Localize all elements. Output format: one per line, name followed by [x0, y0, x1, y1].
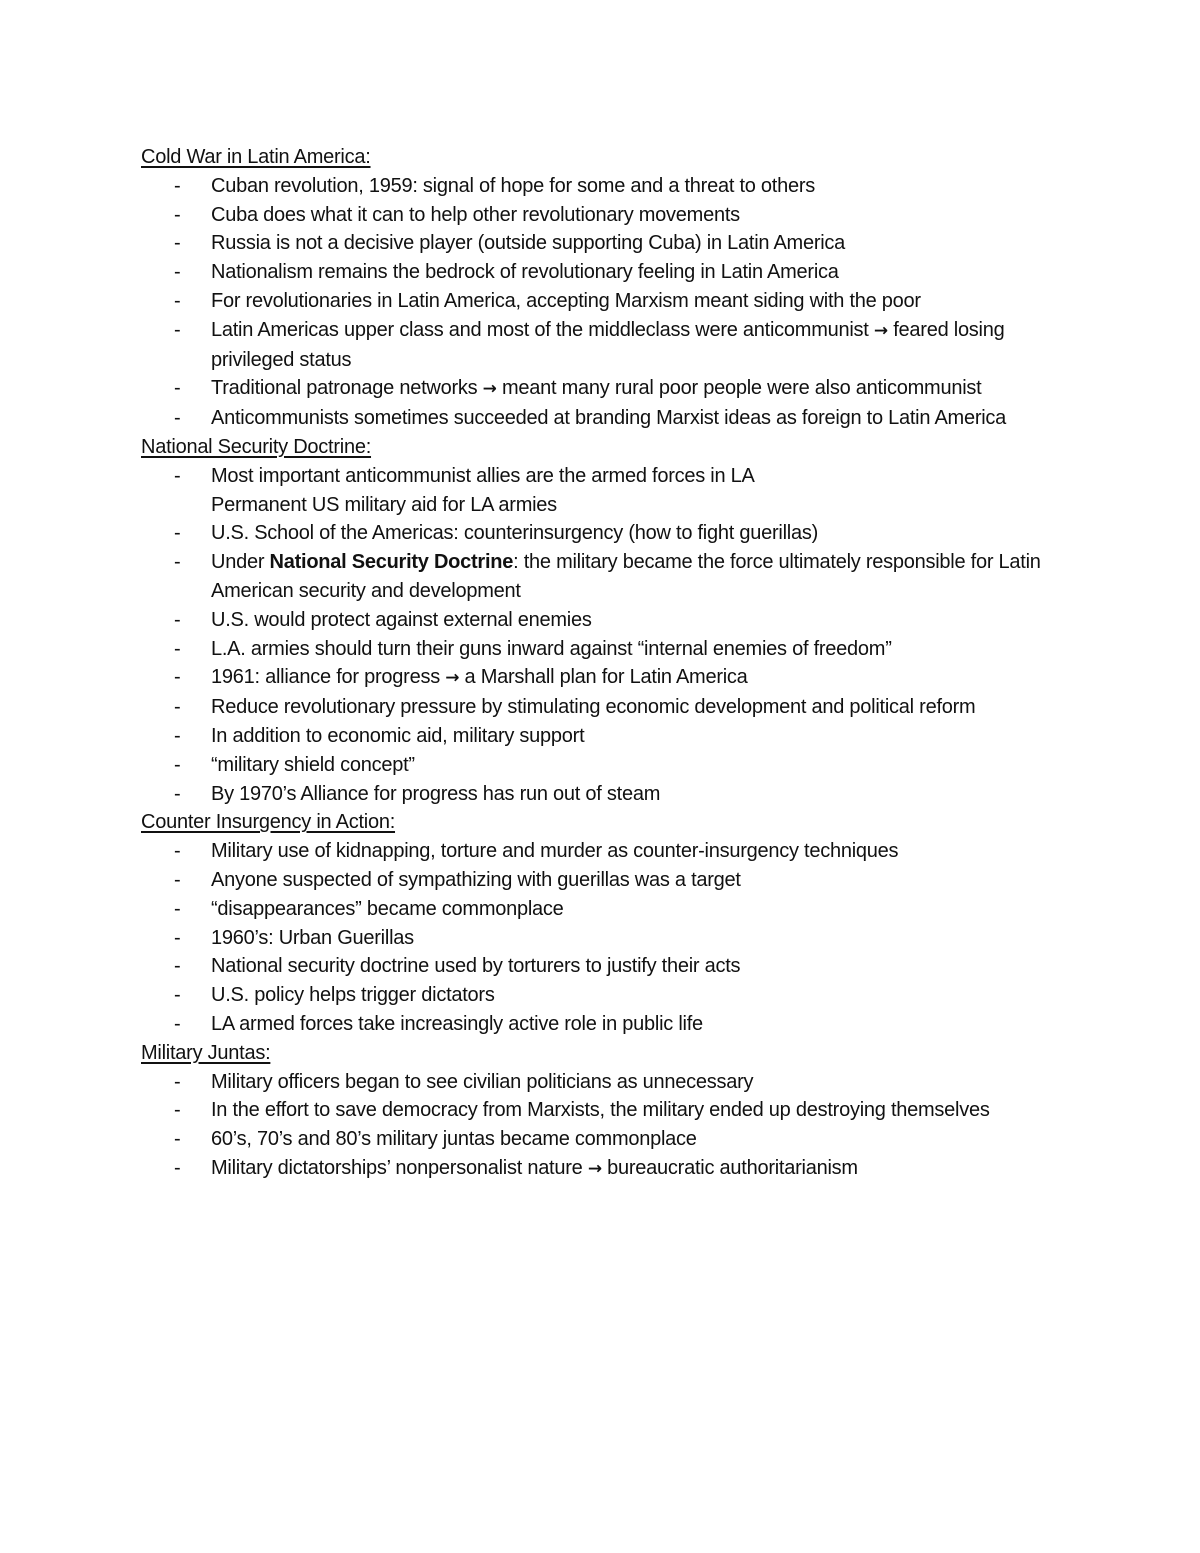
dash-bullet-icon: -: [174, 1156, 181, 1179]
list-item-text: Military use of kidnapping, torture and murder as counter-insurgency techniques: [211, 840, 899, 863]
list-item: [141, 519, 1081, 548]
arrow-icon: →: [482, 379, 497, 400]
dash-bullet-icon: -: [174, 261, 181, 284]
list-item-text: Latin Americas upper class and most of the middleclass were anticommunist: [211, 318, 874, 341]
dash-bullet-icon: -: [174, 232, 181, 255]
section-heading: National Security Doctrine:: [141, 435, 372, 458]
list-item: [141, 1068, 1081, 1097]
list-item-text: “military shield concept”: [211, 753, 415, 776]
list-item-text: meant many rural poor people were also anticommunist: [496, 377, 982, 400]
list-item: [141, 663, 1081, 693]
list-item: [141, 722, 1081, 751]
list-item: [141, 780, 1081, 809]
list-item-text: a Marshall plan for Latin America: [459, 666, 748, 689]
dash-bullet-icon: -: [174, 289, 181, 312]
section-national-security-doctrine: [141, 433, 1081, 808]
list-item-text: National security doctrine used by torturers to justify their acts: [211, 955, 741, 978]
list-item-text: In addition to economic aid, military support: [211, 724, 585, 747]
list-item-text: In the effort to save democracy from Marxists, the military ended up destroying themselves: [211, 1099, 990, 1122]
dash-bullet-icon: -: [174, 926, 181, 949]
list-item-text: Anyone suspected of sympathizing with guerillas was a target: [211, 868, 741, 891]
list-item-text: Nationalism remains the bedrock of revolutionary feeling in Latin America: [211, 261, 839, 284]
section-cold-war-in-latin-america: [141, 143, 1081, 433]
bullet-list: [141, 1068, 1081, 1184]
list-item-text: Under: [211, 551, 270, 574]
notes-document: [141, 143, 1081, 1184]
list-item: [141, 258, 1081, 287]
list-item: [141, 1096, 1081, 1125]
list-item-text: U.S. would protect against external enemies: [211, 608, 592, 631]
section-heading: Military Juntas:: [141, 1041, 271, 1064]
arrow-icon: →: [587, 1158, 602, 1179]
list-item-text: Cuba does what it can to help other revolutionary movements: [211, 203, 740, 226]
continuation-text: Permanent US military aid for LA armies: [211, 493, 557, 516]
dash-bullet-icon: -: [174, 1099, 181, 1122]
list-item-text: Cuban revolution, 1959: signal of hope for some and a threat to others: [211, 174, 816, 197]
list-item: [141, 1154, 1081, 1184]
dash-bullet-icon: -: [174, 1070, 181, 1093]
dash-bullet-icon: -: [174, 696, 181, 719]
list-item: [141, 952, 1081, 981]
list-item-text: LA armed forces take increasingly active role in public life: [211, 1012, 703, 1035]
arrow-icon: →: [445, 668, 460, 689]
list-item-text: Most important anticommunist allies are the armed forces in LA: [211, 464, 755, 487]
dash-bullet-icon: -: [174, 377, 181, 400]
dash-bullet-icon: -: [174, 407, 181, 430]
dash-bullet-icon: -: [174, 868, 181, 891]
list-item: [141, 1125, 1081, 1154]
list-item-continuation: [141, 491, 1081, 520]
list-item: [141, 229, 1081, 258]
list-item-text: Anticommunists sometimes succeeded at branding Marxist ideas as foreign to Latin America: [211, 407, 1007, 430]
dash-bullet-icon: -: [174, 984, 181, 1007]
list-item-text: U.S. School of the Americas: counterinsurgency (how to fight guerillas): [211, 522, 818, 545]
list-item: [141, 374, 1081, 404]
list-item: [141, 462, 1081, 491]
list-item-text: Reduce revolutionary pressure by stimulating economic development and political reform: [211, 696, 976, 719]
bullet-list: [141, 462, 1081, 809]
dash-bullet-icon: -: [174, 724, 181, 747]
dash-bullet-icon: -: [174, 1012, 181, 1035]
dash-bullet-icon: -: [174, 637, 181, 660]
list-item-text: “disappearances” became commonplace: [211, 897, 564, 920]
list-item-text: U.S. policy helps trigger dictators: [211, 984, 495, 1007]
list-item-text: bureaucratic authoritarianism: [601, 1156, 858, 1179]
list-item: [141, 201, 1081, 230]
list-item: [141, 606, 1081, 635]
section-heading: Cold War in Latin America:: [141, 146, 371, 168]
list-item-text: 1960’s: Urban Guerillas: [211, 926, 414, 949]
dash-bullet-icon: -: [174, 666, 181, 689]
bullet-list: [141, 837, 1081, 1039]
dash-bullet-icon: -: [174, 782, 181, 805]
bullet-list: [141, 172, 1081, 433]
list-item-text: : the military became the force ultimately responsible for Latin American security and development: [211, 551, 1041, 602]
list-item: [141, 693, 1081, 722]
list-item: [141, 635, 1081, 664]
dash-bullet-icon: -: [174, 897, 181, 920]
dash-bullet-icon: -: [174, 464, 181, 487]
dash-bullet-icon: -: [174, 840, 181, 863]
dash-bullet-icon: -: [174, 955, 181, 978]
dash-bullet-icon: -: [174, 318, 181, 341]
list-item-text: Military officers began to see civilian politicians as unnecessary: [211, 1070, 754, 1093]
dash-bullet-icon: -: [174, 753, 181, 776]
list-item-text: Russia is not a decisive player (outside supporting Cuba) in Latin America: [211, 232, 846, 255]
list-item-text: L.A. armies should turn their guns inward against “internal enemies of freedom”: [211, 637, 892, 660]
list-item-text: 1961: alliance for progress: [211, 666, 446, 689]
list-item-text: Military dictatorships’ nonpersonalist nature: [211, 1156, 588, 1179]
list-item: [141, 895, 1081, 924]
list-item: [141, 1010, 1081, 1039]
list-item-text: For revolutionaries in Latin America, accepting Marxism meant siding with the poor: [211, 289, 921, 312]
list-item: [141, 316, 1081, 375]
list-item: [141, 287, 1081, 316]
list-item: [141, 924, 1081, 953]
list-item: [141, 837, 1081, 866]
list-item: [141, 548, 1081, 606]
dash-bullet-icon: -: [174, 174, 181, 197]
section-counter-insurgency-in-action: [141, 808, 1081, 1038]
dash-bullet-icon: -: [174, 551, 181, 574]
list-item-text: Traditional patronage networks: [211, 377, 483, 400]
list-item-text: feared losing privileged status: [211, 318, 1005, 371]
list-item-text: By 1970’s Alliance for progress has run out of steam: [211, 782, 661, 805]
section-heading: Counter Insurgency in Action:: [141, 811, 396, 834]
bold-term: National Security Doctrine: [269, 551, 514, 574]
list-item-text: 60’s, 70’s and 80’s military juntas became commonplace: [211, 1128, 697, 1151]
list-item: [141, 751, 1081, 780]
list-item: [141, 981, 1081, 1010]
list-item: [141, 172, 1081, 201]
dash-bullet-icon: -: [174, 608, 181, 631]
dash-bullet-icon: -: [174, 203, 181, 226]
dash-bullet-icon: -: [174, 522, 181, 545]
dash-bullet-icon: -: [174, 1128, 181, 1151]
list-item: [141, 404, 1081, 433]
list-item: [141, 866, 1081, 895]
section-military-juntas: [141, 1039, 1081, 1184]
arrow-icon: →: [873, 320, 888, 341]
